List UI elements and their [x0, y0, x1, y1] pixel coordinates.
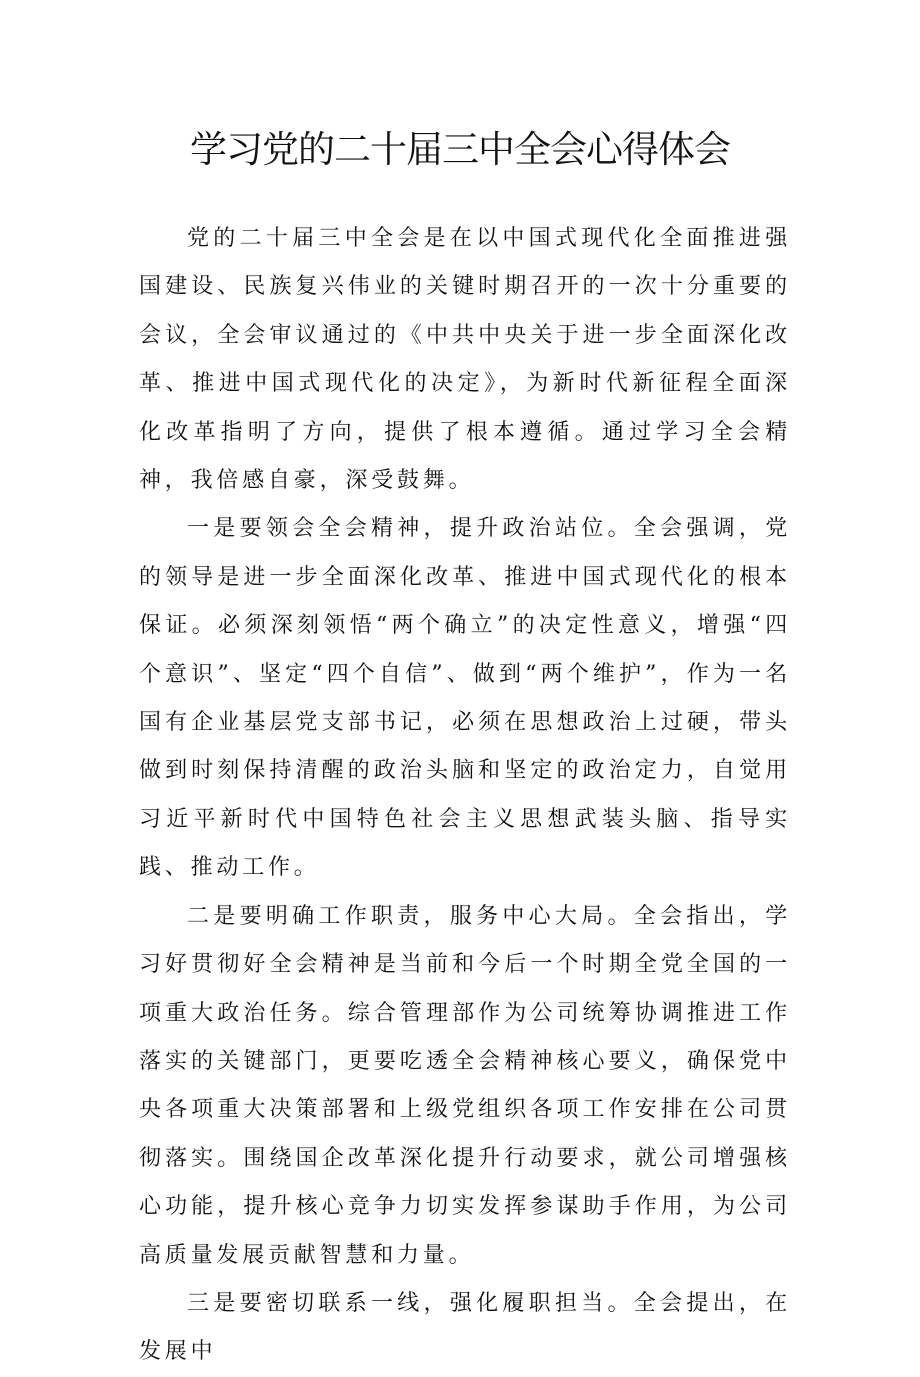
document-body	[139, 215, 791, 1377]
paragraph-point-one: 一是要领会全会精神，提升政治站位。全会强调，党的领导是进一步全面深化改革、推进中国式现代化的根本保证。必须深刻领悟“两个确立”的决定性意义，增强“四个意识”、坚定“四个自信”、做到“两个维护”，作为一名国有企业基层党支部书记，必须在思想政治上过硬，带头做到时刻保持清醒的政治头脑和坚定的政治定力，自觉用习近平新时代中国特色社会主义思想武装头脑、指导实践、推动工作。	[139, 516, 791, 881]
paragraph-point-three: 三是要密切联系一线，强化履职担当。全会提出，在发展中	[139, 1290, 791, 1365]
paragraph-point-two: 二是要明确工作职责，服务中心大局。全会指出，学习好贯彻好全会精神是当前和今后一个时期全党全国的一项重大政治任务。综合管理部作为公司统筹协调推进工作落实的关键部门，更要吃透全会精神核心要义，确保党中央各项重大决策部署和上级党组织各项工作安排在公司贯彻落实。围绕国企改革深化提升行动要求，就公司增强核心功能，提升核心竞争力切实发挥参谋助手作用，为公司高质量发展贡献智慧和力量。	[139, 903, 791, 1268]
document-title: 学习党的二十届三中全会心得体会	[190, 128, 730, 171]
paragraph-intro: 党的二十届三中全会是在以中国式现代化全面推进强国建设、民族复兴伟业的关键时期召开的一次十分重要的会议，全会审议通过的《中共中央关于进一步全面深化改革、推进中国式现代化的决定》，为新时代新征程全面深化改革指明了方向，提供了根本遵循。通过学习全会精神，我倍感自豪，深受鼓舞。	[139, 226, 791, 494]
